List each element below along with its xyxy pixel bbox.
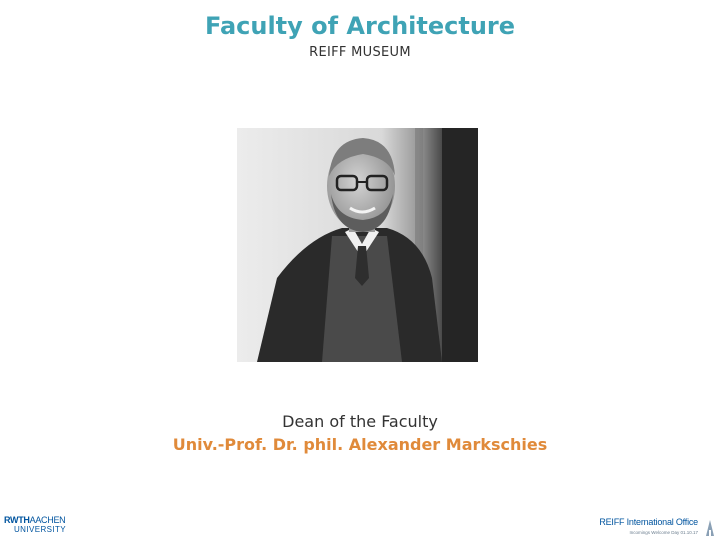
logo-line-2: UNIVERSITY xyxy=(14,525,67,534)
international-office-label: REIFF International Office xyxy=(599,517,698,527)
rwth-aachen-logo xyxy=(4,516,74,538)
event-footnote: Incomings Welcome Day 01.10.17 xyxy=(629,530,698,535)
dean-role-caption: Dean of the Faculty xyxy=(282,412,438,431)
logo-aachen: AACHEN xyxy=(29,515,66,525)
dean-portrait-photo xyxy=(237,128,478,362)
slide-subtitle: REIFF MUSEUM xyxy=(309,45,411,60)
slide-title: Faculty of Architecture xyxy=(204,12,516,40)
portrait-illustration xyxy=(237,128,478,362)
logo-rwth: RWTH xyxy=(4,515,30,525)
reiff-building-icon xyxy=(704,518,716,538)
logo-line-1 xyxy=(4,516,74,525)
dean-name-caption: Univ.-Prof. Dr. phil. Alexander Markschies xyxy=(172,435,548,454)
